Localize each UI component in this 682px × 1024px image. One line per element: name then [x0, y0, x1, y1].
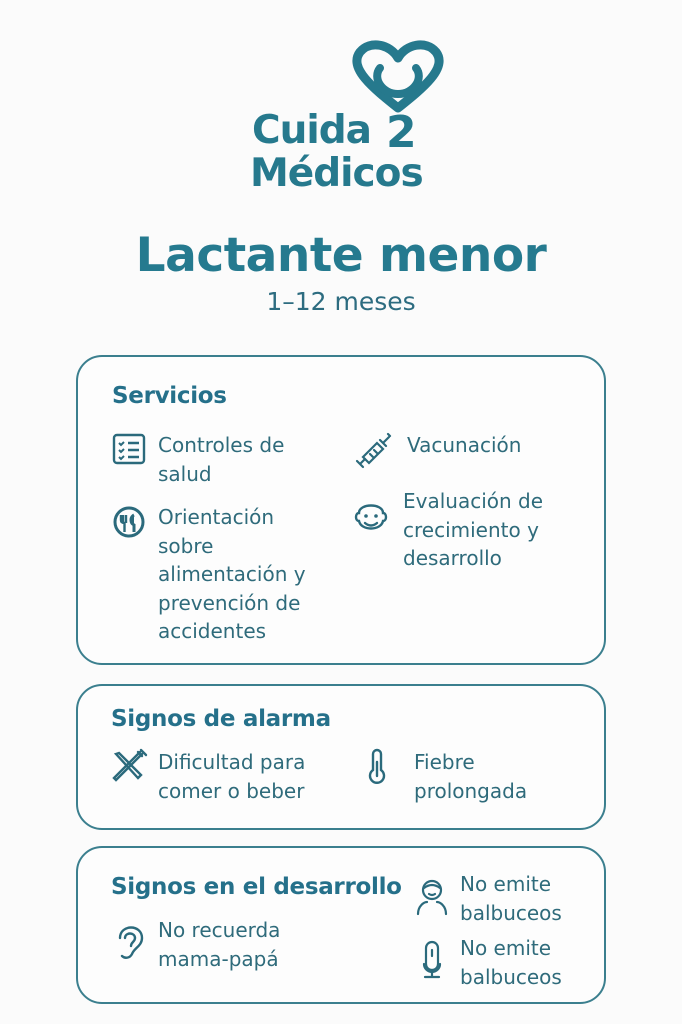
- brand-logo: [248, 38, 458, 198]
- syringe-icon: [353, 431, 391, 469]
- page-subtitle: 1–12 meses: [266, 287, 416, 316]
- service-label: Evaluación de crecimiento y desarrollo: [403, 489, 544, 570]
- development-item-balbuceos-1: [412, 870, 602, 927]
- development-card: [76, 846, 606, 1004]
- alarm-item-fiebre: [358, 748, 588, 805]
- page-title: Lactante menor: [135, 228, 547, 283]
- thermometer-icon: [358, 748, 396, 786]
- alarm-title: Signos de alarma: [111, 706, 331, 732]
- service-label: Orientación sobre alimentación y prevención de accidentes: [158, 505, 306, 643]
- service-label: Controles de salud: [158, 433, 285, 486]
- development-item-balbuceos-2: [412, 934, 602, 991]
- alarm-label: Dificultad para comer o beber: [158, 750, 306, 803]
- alarm-item-dificultad: [110, 748, 360, 805]
- service-item-orientacion: [110, 503, 350, 646]
- development-title: Signos en el desarrollo: [111, 874, 402, 900]
- brand-mark: 2: [386, 107, 416, 158]
- ear-icon: [110, 922, 148, 960]
- baby-face-icon: [351, 497, 389, 535]
- crossed-cutlery-icon: [110, 748, 148, 786]
- development-label: No emite balbuceos: [460, 872, 562, 925]
- alarm-label: Fiebre prolongada: [414, 750, 528, 803]
- checklist-icon: [110, 431, 148, 469]
- microphone-icon: [412, 940, 450, 978]
- development-label: No recuerda mama-papá: [158, 918, 281, 971]
- person-icon: [412, 876, 450, 914]
- brand-line1: Cuida: [252, 108, 371, 153]
- development-item-recuerda: [110, 916, 370, 973]
- plate-cutlery-icon: [110, 503, 148, 541]
- development-label: No emite balbuceos: [460, 936, 562, 989]
- service-item-vacunacion: [353, 431, 583, 469]
- service-label: Vacunación: [407, 433, 522, 457]
- service-item-controles: [110, 431, 320, 488]
- brand-line2: Médicos: [250, 151, 423, 196]
- service-item-evaluacion: [351, 487, 591, 573]
- services-title: Servicios: [112, 383, 227, 409]
- alarm-card: [76, 684, 606, 830]
- services-card: [76, 355, 606, 665]
